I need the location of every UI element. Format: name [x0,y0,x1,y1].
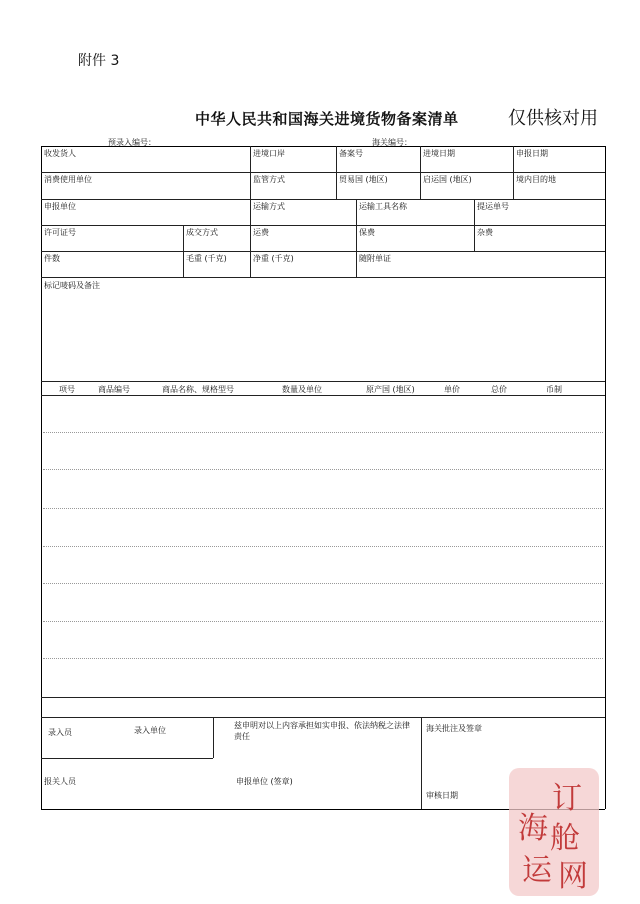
col-divider [474,199,475,225]
customs-approval-label: 海关批注及签章 [426,724,482,733]
col-divider [250,225,251,251]
col-divider [336,146,337,172]
row-divider [41,172,605,173]
row-divider [41,717,605,718]
seal-char: 海 [518,811,548,846]
footer-divider [421,717,422,809]
goods-row-line [43,583,603,584]
field-transport-mode: 运输方式 [253,202,285,211]
seal-char: 订 [552,781,582,816]
field-attached-docs: 随附单证 [359,254,391,263]
footer-divider [213,717,214,758]
seal-char: 运 [522,853,552,888]
col-divider [356,225,357,251]
field-consumer-unit: 消费使用单位 [44,175,92,184]
field-marks-remarks: 标记唛码及备注 [44,281,100,290]
seal-watermark [497,768,605,898]
field-license-no: 许可证号 [44,228,76,237]
field-misc-fee: 杂费 [477,228,493,237]
field-consignee: 收发货人 [44,149,76,158]
declaration-statement: 兹申明对以上内容承担如实申报、依法纳税之法律责任 [234,721,410,741]
row-divider [41,381,605,382]
col-divider [513,146,514,172]
reference-only-stamp: 仅供核对用 [508,108,598,129]
field-freight: 运费 [253,228,269,237]
entry-clerk-label: 录入员 [48,728,72,737]
form-border-left [41,146,42,809]
row-divider [41,251,605,252]
col-divider [356,251,357,277]
attachment-label: 附件 3 [78,53,120,69]
review-date-label: 审核日期 [426,791,458,800]
field-transaction-mode: 成交方式 [186,228,218,237]
entry-unit-label: 录入单位 [134,726,166,735]
field-supervision-mode: 监管方式 [253,175,285,184]
field-entry-port: 进境口岸 [253,149,285,158]
page-title: 中华人民共和国海关进境货物备案清单 [195,110,459,128]
field-bill-of-lading: 提运单号 [477,202,509,211]
field-origin-country: 启运国 (地区) [423,175,472,184]
col-divider [513,172,514,199]
field-record-no: 备案号 [339,149,363,158]
field-declarant-unit: 申报单位 [44,202,76,211]
goods-row-line [43,658,603,659]
declarant-signature-label: 申报单位 (签章) [236,777,293,786]
col-divider [250,172,251,199]
col-divider [250,146,251,172]
footer-divider [41,758,213,759]
goods-row-line [43,546,603,547]
field-packages: 件数 [44,254,60,263]
customs-number-label: 海关编号： [372,138,412,147]
goods-col-name-spec: 商品名称、规格型号 [162,385,234,394]
goods-col-currency: 币制 [546,385,562,394]
goods-col-origin: 原产国 (地区) [366,385,415,394]
col-divider [336,172,337,199]
row-divider [41,225,605,226]
col-divider [183,251,184,277]
field-transport-name: 运输工具名称 [359,202,407,211]
col-divider [420,146,421,172]
form-border-top [41,146,605,147]
row-divider [41,277,605,278]
goods-row-line [43,508,603,509]
field-insurance: 保费 [359,228,375,237]
pre-entry-number-label: 预录入编号： [108,138,156,147]
row-divider [41,199,605,200]
goods-row-line [43,469,603,470]
goods-row-line [43,432,603,433]
seal-char: 舱 [550,821,580,856]
col-divider [250,199,251,225]
goods-col-qty-unit: 数量及单位 [282,385,322,394]
field-gross-weight: 毛重 (千克) [186,254,227,263]
goods-row-line [43,621,603,622]
field-trade-country: 贸易国 (地区) [339,175,388,184]
field-declare-date: 申报日期 [516,149,548,158]
goods-col-unit-price: 单价 [444,385,460,394]
col-divider [474,225,475,251]
field-entry-date: 进境日期 [423,149,455,158]
field-net-weight: 净重 (千克) [253,254,294,263]
goods-col-item-no: 项号 [59,385,75,394]
field-domestic-destination: 境内目的地 [516,175,556,184]
row-divider [41,697,605,698]
row-divider [41,395,605,396]
goods-col-total-price: 总价 [491,385,507,394]
col-divider [250,251,251,277]
form-border-right [605,146,606,809]
goods-col-hs-code: 商品编号 [98,385,130,394]
col-divider [356,199,357,225]
col-divider [183,225,184,251]
col-divider [420,172,421,199]
broker-label: 报关人员 [44,777,76,786]
seal-char: 网 [558,859,588,894]
